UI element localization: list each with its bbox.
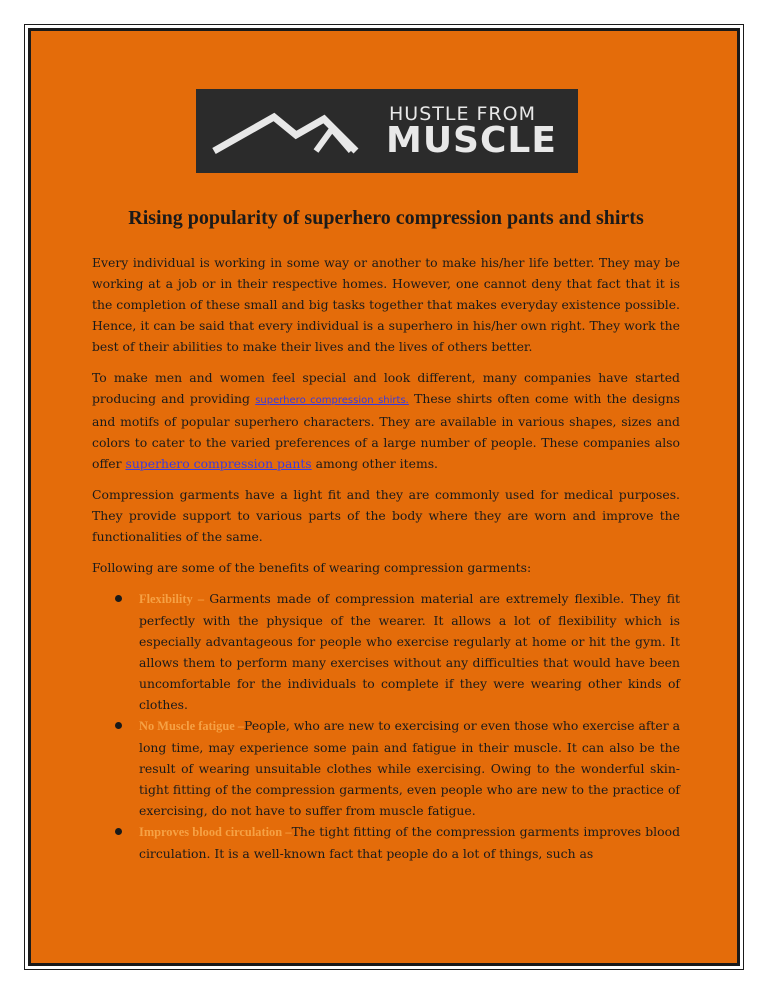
list-item xyxy=(92,588,680,715)
logo xyxy=(196,89,578,173)
benefit-separator: – xyxy=(234,719,245,733)
benefits-intro: Following are some of the benefits of wearing compression garments: xyxy=(92,560,532,575)
benefit-term: Flexibility xyxy=(139,592,193,606)
benefit-term: Improves blood circulation xyxy=(139,825,283,839)
products-text-2: These shirts often come with the designs and motifs of popular superhero characters. They are available in various shapes, sizes and colors to cater to the varied preferences of a large number of people. These companies also offer xyxy=(92,391,680,471)
bullet-icon xyxy=(115,595,122,602)
benefit-text: Garments made of compression material are extremely flexible. They fit perfectly with the physique of the wearer. It allows a lot of flexibility which is especially advantageous for people who exercise regularly at home or hit the gym. It allows them to perform many exercises without any difficulties that would have been uncomfortable for the individuals to complete if they were wearing other kinds of clothes. xyxy=(139,591,681,712)
logo-text-line2: MUSCLE xyxy=(386,120,557,161)
compression-paragraph: Compression garments have a light fit and they are commonly used for medical purposes. They provide support to various parts of the body where they are worn and improve the functionalities of the same. xyxy=(92,487,680,544)
benefit-text: People, who are new to exercising or even those who exercise after a long time, may experience some pain and fatigue in their muscle. It can also be the result of wearing unsuitable clothes while exercising. Owing to the wonderful skin-tight fitting of the compression garments, even people who are new to the practice of exercising, do not have to suffer from muscle fatigue. xyxy=(139,718,681,818)
bullet-icon xyxy=(115,828,122,835)
superhero-shirts-link[interactable]: superhero compression shirts. xyxy=(255,395,409,406)
bullet-icon xyxy=(115,722,122,729)
benefits-list xyxy=(92,588,680,864)
benefit-separator: – xyxy=(192,592,210,606)
document-page xyxy=(28,28,740,966)
logo-text-line1: HUSTLE FROM xyxy=(389,103,536,125)
benefit-text: The tight fitting of the compression garments improves blood circulation. It is a well-known fact that people do a lot of things, such as xyxy=(139,824,680,861)
benefit-separator: – xyxy=(282,825,292,839)
list-item xyxy=(92,715,680,821)
benefit-term: No Muscle fatigue xyxy=(139,719,235,733)
products-text-1: To make men and women feel special and look different, many companies have started producing and providing xyxy=(92,370,680,406)
products-paragraph xyxy=(92,367,680,474)
intro-paragraph: Every individual is working in some way or another to make his/her life better. They may be working at a job or in their respective homes. However, one cannot deny that fact that it is the completion of these small and big tasks together that makes everyday existence possible. Hence, it can be said that every individual is a superhero in his/her own right. They work the best of their abilities to make their lives and the lives of others better. xyxy=(92,255,680,354)
page-title: Rising popularity of superhero compression pants and shirts xyxy=(128,207,644,229)
superhero-pants-link[interactable]: superhero compression pants xyxy=(125,456,312,471)
products-text-3: among other items. xyxy=(311,456,438,471)
document-content xyxy=(92,207,680,864)
list-item xyxy=(92,821,680,864)
